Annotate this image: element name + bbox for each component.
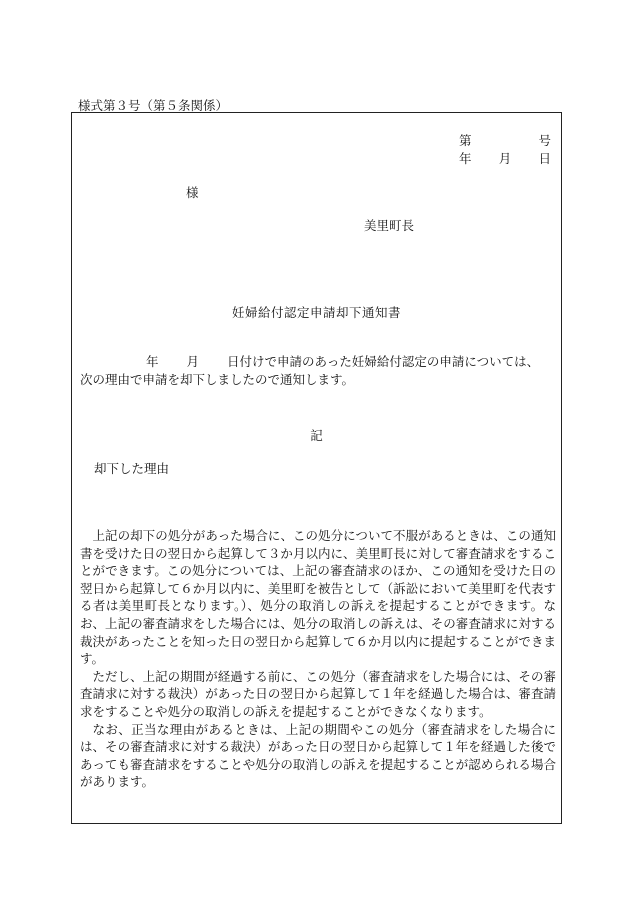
document-date-line [459,149,551,167]
number-prefix: 第 [459,133,472,148]
ki-heading: 記 [310,428,323,443]
intro-text-line-1: 日付けで申請のあった妊婦給付認定の申請については、 [227,354,540,369]
notice-paragraph-3: なお、正当な理由があるときは、上記の期間やこの処分（審査請求をした場合には、その審査請求に対する裁決）があった日の翌日から起算して１年を経過した後であっても審査請求をすることや処分の取消しの訴えを提起することが認められる場合があります。 [80,721,556,790]
intro-line-2: 次の理由で申請を却下しましたので通知します。 [80,372,355,387]
number-suffix: 号 [538,133,551,148]
date-day-label: 日 [538,151,551,166]
intro-line-1 [80,353,556,371]
form-number-label: 様式第３号（第５条関係） [78,98,229,113]
notice-frame [71,112,562,824]
intro-year-label: 年 [146,354,159,369]
date-month-label: 月 [498,151,512,166]
intro-month-label: 月 [186,354,200,369]
notice-paragraph-1: 上記の却下の処分があった場合に、この処分について不服があるときは、この通知書を受けた日の翌日から起算して３か月以内に、美里町長に対して審査請求をすることができます。この処分については、上記の審査請求のほか、この通知を受けた日の翌日から起算して６か月以内に、美里町を被告として（訴訟において美里町を代表する者は美里町長となります。）、処分の取消しの訴えを提起することができます。なお、上記の審査請求をした場合には、処分の取消しの訴えは、その審査請求に対する裁決があったことを知った日の翌日から起算して６か月以内に提起することができます。 [80,528,556,667]
issuer-name: 美里町長 [364,218,415,233]
document-number-line [459,131,551,149]
notice-paragraph-2: ただし、上記の期間が経過する前に、この処分（審査請求をした場合には、その審査請求に対する裁決）があった日の翌日から起算して１年を経過した場合は、審査請求をすることや処分の取消しの訴えを提起することができなくなります。 [80,668,556,719]
rejection-reason-label: 却下した理由 [94,461,170,476]
document-title: 妊婦給付認定申請却下通知書 [231,305,401,320]
addressee-suffix: 様 [186,185,199,200]
appeal-notice [80,527,556,791]
date-year-label: 年 [459,151,472,166]
intro-text [80,353,556,389]
